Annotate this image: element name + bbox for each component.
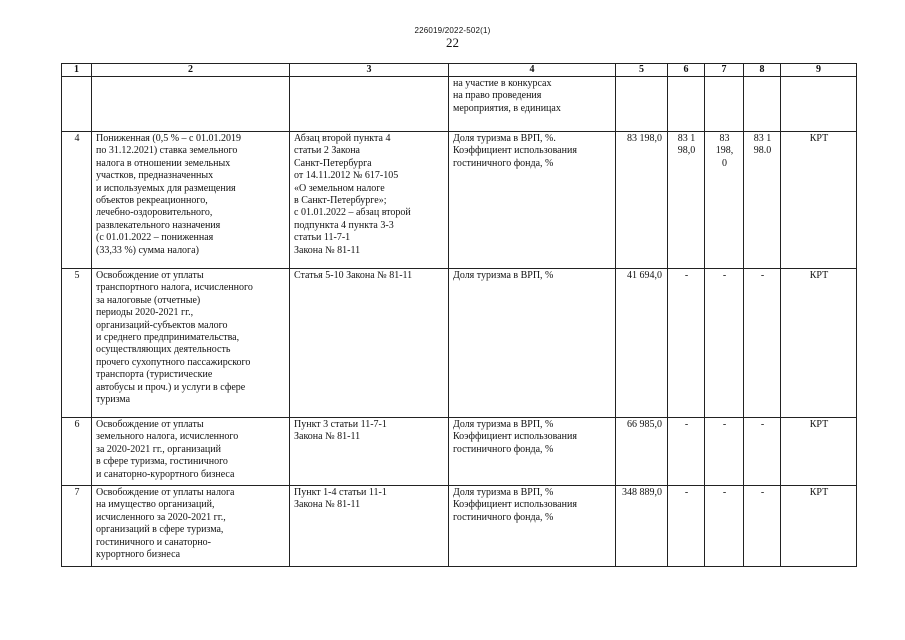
indicator: Доля туризма в ВРП, % [449, 269, 616, 418]
column-header: 1 [62, 64, 92, 77]
table-row [62, 418, 857, 486]
table-row [62, 269, 857, 418]
value-col8: - [744, 269, 781, 418]
value-col7: - [705, 486, 744, 567]
column-header: 7 [705, 64, 744, 77]
curator: КРТ [781, 269, 857, 418]
column-header: 2 [92, 64, 290, 77]
amount: 83 198,0 [616, 132, 668, 269]
value-col6 [668, 77, 705, 132]
legal-basis: Статья 5-10 Закона № 81-11 [290, 269, 449, 418]
amount: 41 694,0 [616, 269, 668, 418]
value-col6: - [668, 486, 705, 567]
value-col6: 83 1 98,0 [668, 132, 705, 269]
value-col8: 83 1 98.0 [744, 132, 781, 269]
column-header: 3 [290, 64, 449, 77]
curator: КРТ [781, 418, 857, 486]
table-row [62, 77, 857, 132]
table-row [62, 132, 857, 269]
indicator: Доля туризма в ВРП, %. Коэффициент использования гостиничного фонда, % [449, 132, 616, 269]
benefit-name [92, 77, 290, 132]
row-number: 7 [62, 486, 92, 567]
benefit-name: Пониженная (0,5 % – с 01.01.2019 по 31.12.2021) ставка земельного налога в отношении земельных участков, предназначенных и используемых для размещения объектов рекреационного, лечебно-оздоровительного, развлекательного назначения (с 01.01.2022 – пониженная (33,33 %) сумма налога) [92, 132, 290, 269]
value-col6: - [668, 418, 705, 486]
indicator: Доля туризма в ВРП, % Коэффициент использования гостиничного фонда, % [449, 486, 616, 567]
tax-benefits-table [61, 63, 857, 567]
legal-basis [290, 77, 449, 132]
column-header: 6 [668, 64, 705, 77]
column-header: 9 [781, 64, 857, 77]
amount: 348 889,0 [616, 486, 668, 567]
indicator: на участие в конкурсах на право проведения мероприятия, в единицах [449, 77, 616, 132]
legal-basis: Пункт 3 статьи 11-7-1 Закона № 81-11 [290, 418, 449, 486]
legal-basis: Пункт 1-4 статьи 11-1 Закона № 81-11 [290, 486, 449, 567]
row-number [62, 77, 92, 132]
value-col7: - [705, 418, 744, 486]
benefit-name: Освобождение от уплаты налога на имущество организаций, исчисленного за 2020-2021 гг., организаций в сфере туризма, гостиничного и санаторно- курортного бизнеса [92, 486, 290, 567]
row-number: 5 [62, 269, 92, 418]
value-col8 [744, 77, 781, 132]
table-row [62, 486, 857, 567]
curator: КРТ [781, 132, 857, 269]
benefit-name: Освобождение от уплаты транспортного налога, исчисленного за налоговые (отчетные) периоды 2020-2021 гг., организаций-субъектов малого и среднего предпринимательства, осуществляющих деятельность прочего сухопутного пассажирского транспорта (туристические автобусы и проч.) и услуги в сфере туризма [92, 269, 290, 418]
column-header: 8 [744, 64, 781, 77]
value-col8: - [744, 418, 781, 486]
benefit-name: Освобождение от уплаты земельного налога, исчисленного за 2020-2021 гг., организаций в сфере туризма, гостиничного и санаторно-курортного бизнеса [92, 418, 290, 486]
legal-basis: Абзац второй пункта 4 статьи 2 Закона Санкт-Петербурга от 14.11.2012 № 617-105 «О земельном налоге в Санкт-Петербурге»; с 01.01.2022 – абзац второй подпункта 4 пункта 3-3 статьи 11-7-1 Закона № 81-11 [290, 132, 449, 269]
document-code: 226019/2022-502(1) [414, 26, 491, 35]
value-col7: 83 198, 0 [705, 132, 744, 269]
table-header-row [62, 64, 857, 77]
column-header: 5 [616, 64, 668, 77]
value-col6: - [668, 269, 705, 418]
column-header: 4 [449, 64, 616, 77]
indicator: Доля туризма в ВРП, % Коэффициент использования гостиничного фонда, % [449, 418, 616, 486]
value-col7 [705, 77, 744, 132]
value-col8: - [744, 486, 781, 567]
row-number: 4 [62, 132, 92, 269]
curator: КРТ [781, 486, 857, 567]
value-col7: - [705, 269, 744, 418]
amount: 66 985,0 [616, 418, 668, 486]
curator [781, 77, 857, 132]
page-number: 22 [446, 35, 459, 50]
row-number: 6 [62, 418, 92, 486]
amount [616, 77, 668, 132]
